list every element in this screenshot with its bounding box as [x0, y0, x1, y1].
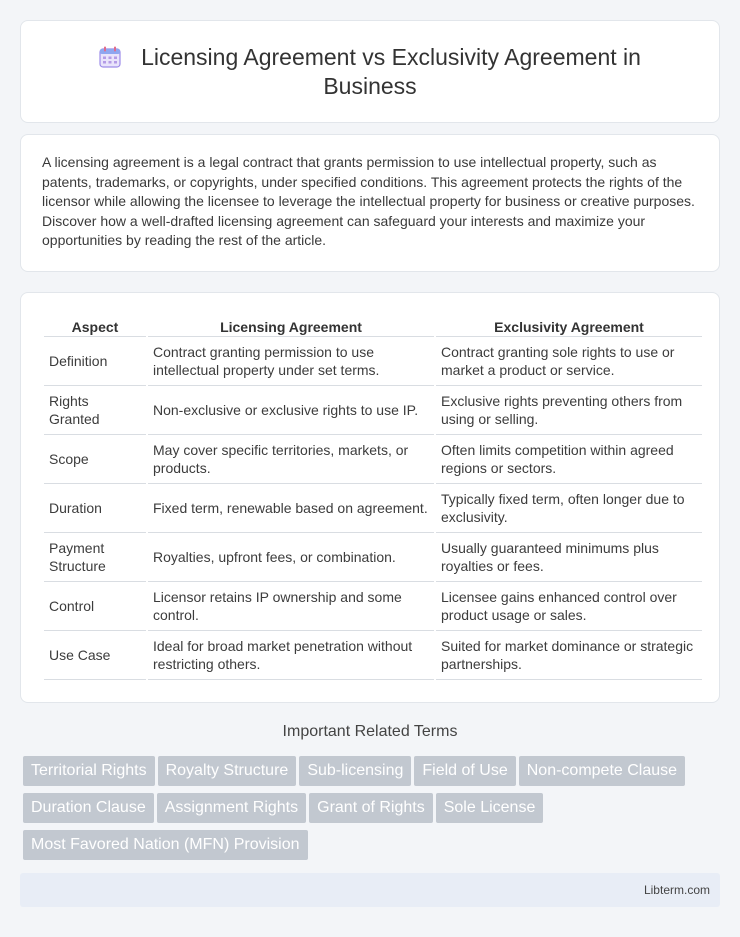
cell-aspect: Use Case: [44, 631, 146, 680]
tag-duration-clause[interactable]: Duration Clause: [23, 793, 154, 823]
cell-exclusivity: Contract granting sole rights to use or market a product or service.: [436, 337, 702, 386]
footer-site-link[interactable]: Libterm.com: [643, 883, 710, 897]
cell-aspect: Definition: [44, 337, 146, 386]
cell-aspect: Rights Granted: [44, 386, 146, 435]
title-wrap: [21, 43, 719, 101]
table-row: [44, 435, 702, 484]
tag-assignment-rights[interactable]: Assignment Rights: [157, 793, 306, 823]
tag-sole-license[interactable]: Sole License: [436, 793, 544, 823]
cell-aspect: Duration: [44, 484, 146, 533]
header-card: [20, 20, 720, 123]
header-aspect: Aspect: [44, 315, 146, 337]
page-title: [61, 43, 679, 101]
header-exclusivity: Exclusivity Agreement: [436, 315, 702, 337]
intro-paragraph: A licensing agreement is a legal contract that grants permission to use intellectual property, such as patents, trademarks, or copyrights, under specified conditions. This agreement protects the rights of the licensor while allowing the licensee to leverage the intellectual property for business or creative purposes. Discover how a well-drafted licensing agreement can safeguard your interests and maximize your opportunities by reading the rest of the article.: [42, 154, 695, 248]
table-header-row: [44, 315, 702, 337]
cell-licensing: Licensor retains IP ownership and some control.: [148, 582, 434, 631]
table-row: [44, 484, 702, 533]
comparison-table: [42, 315, 704, 680]
tag-mfn-provision[interactable]: Most Favored Nation (MFN) Provision: [23, 830, 308, 860]
cell-exclusivity: Exclusive rights preventing others from using or selling.: [436, 386, 702, 435]
table-row: [44, 533, 702, 582]
related-terms-list: [23, 756, 723, 867]
cell-exclusivity: Suited for market dominance or strategic partnerships.: [436, 631, 702, 680]
intro-card: [20, 134, 720, 272]
page-title-text: Licensing Agreement vs Exclusivity Agreement in Business: [141, 43, 641, 99]
tag-territorial-rights[interactable]: Territorial Rights: [23, 756, 155, 786]
comparison-card: [20, 292, 720, 703]
cell-exclusivity: Typically fixed term, often longer due to exclusivity.: [436, 484, 702, 533]
table-row: [44, 386, 702, 435]
cell-licensing: May cover specific territories, markets, or products.: [148, 435, 434, 484]
cell-exclusivity: Usually guaranteed minimums plus royalties or fees.: [436, 533, 702, 582]
cell-licensing: Fixed term, renewable based on agreement.: [148, 484, 434, 533]
tag-royalty-structure[interactable]: Royalty Structure: [158, 756, 297, 786]
cell-exclusivity: Licensee gains enhanced control over product usage or sales.: [436, 582, 702, 631]
table-row: [44, 631, 702, 680]
cell-aspect: Scope: [44, 435, 146, 484]
cell-licensing: Non-exclusive or exclusive rights to use IP.: [148, 386, 434, 435]
table-row: [44, 337, 702, 386]
tag-field-of-use[interactable]: Field of Use: [414, 756, 515, 786]
cell-licensing: Ideal for broad market penetration without restricting others.: [148, 631, 434, 680]
cell-exclusivity: Often limits competition within agreed regions or sectors.: [436, 435, 702, 484]
cell-aspect: Control: [44, 582, 146, 631]
cell-licensing: Contract granting permission to use intellectual property under set terms.: [148, 337, 434, 386]
footer: [20, 873, 720, 907]
related-terms-heading: Important Related Terms: [282, 723, 458, 740]
cell-licensing: Royalties, upfront fees, or combination.: [148, 533, 434, 582]
table-row: [44, 582, 702, 631]
header-licensing: Licensing Agreement: [148, 315, 434, 337]
tag-grant-of-rights[interactable]: Grant of Rights: [309, 793, 433, 823]
calendar-icon: [99, 46, 121, 68]
tag-sub-licensing[interactable]: Sub-licensing: [299, 756, 411, 786]
cell-aspect: Payment Structure: [44, 533, 146, 582]
tag-non-compete-clause[interactable]: Non-compete Clause: [519, 756, 685, 786]
